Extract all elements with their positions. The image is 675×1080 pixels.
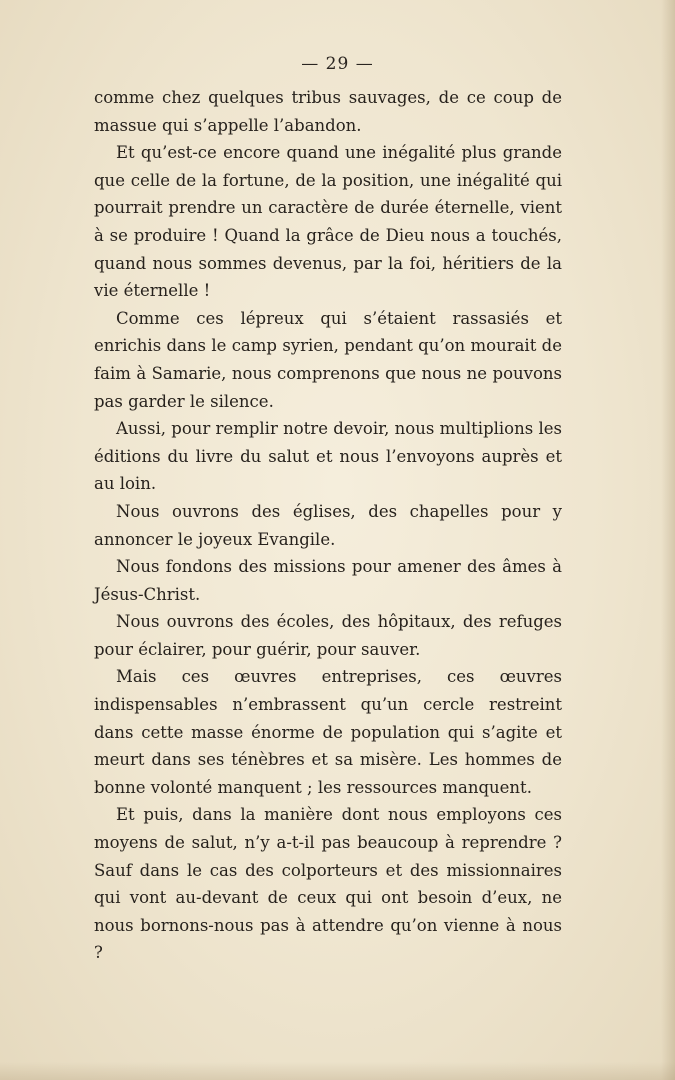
paragraph: Et puis, dans la manière dont nous employons ces moyens de salut, n’y a-t-il pas beaucoup à reprendre ? Sauf dans le cas des colporteurs et des missionnaires qui vont au-devant de ceux qui ont besoin d’eux, ne nous bornons-nous pas à attendre qu’on vienne à nous ? <box>94 805 562 963</box>
paragraph: Mais ces œuvres entreprises, ces œuvres indispensables n’embrassent qu’un cercle restreint dans cette masse énorme de population qui s’agite et meurt dans ses ténèbres et sa misère. Les hommes de bonne volonté manquent ; les ressources manquent. <box>94 667 562 797</box>
page-bottom-shadow <box>0 1062 675 1080</box>
paragraph: Aussi, pour remplir notre devoir, nous multiplions les éditions du livre du salut et nous l’envoyons auprès et au loin. <box>94 419 562 494</box>
paragraph: comme chez quelques tribus sauvages, de ce coup de massue qui s’appelle l’abandon. <box>94 88 562 135</box>
paragraph: Comme ces lépreux qui s’étaient rassasiés et enrichis dans le camp syrien, pendant qu’on mourait de faim à Samarie, nous comprenons que nous ne pouvons pas garder le silence. <box>94 308 562 411</box>
paragraph: Nous fondons des missions pour amener des âmes à Jésus-Christ. <box>94 557 562 604</box>
page-edge-shadow <box>661 0 675 1080</box>
body-text <box>94 84 562 967</box>
paragraph: Nous ouvrons des églises, des chapelles pour y annoncer le joyeux Evangile. <box>94 501 562 549</box>
page-number: — 29 — <box>301 54 374 74</box>
paragraph: Nous ouvrons des écoles, des hôpitaux, des refuges pour éclairer, pour guérir, pour sauver. <box>94 612 562 659</box>
paragraph: Et qu’est-ce encore quand une inégalité plus grande que celle de la fortune, de la position, une inégalité qui pourrait prendre un caractère de durée éternelle, vient à se produire ! Quand la grâce de Dieu nous a touchés, quand nous sommes devenus, par la foi, héritiers de la vie éternelle ! <box>94 143 562 301</box>
